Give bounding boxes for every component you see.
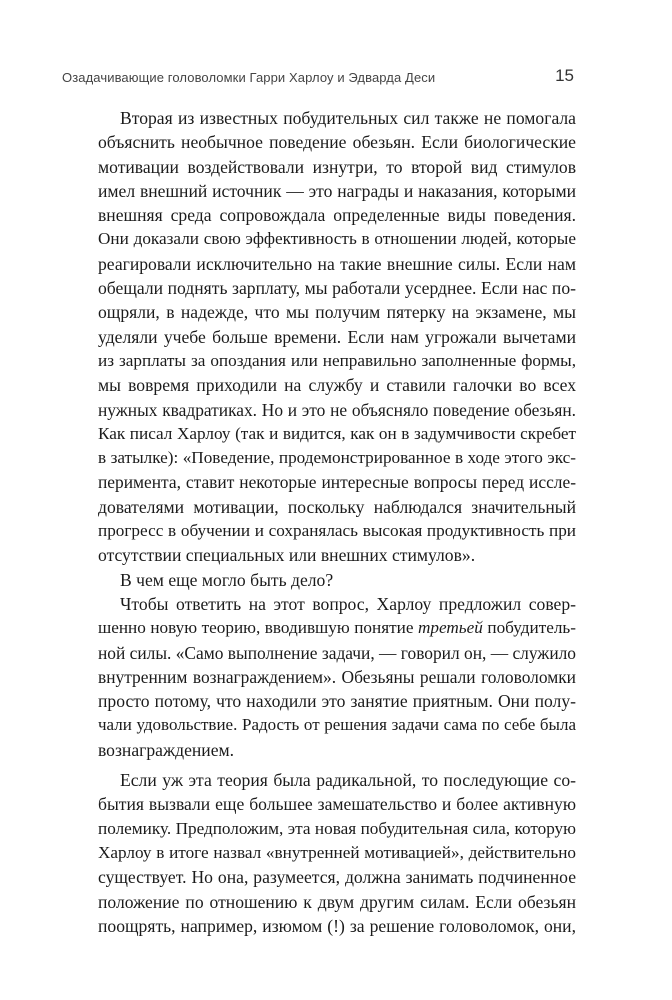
- text-line: полемику. Предположим, эта новая побудительная сила, которую: [98, 818, 576, 838]
- text-line: мотивации воздействовали изнутри, то второй вид стимулов: [98, 156, 576, 177]
- text-run: побудитель-: [482, 618, 576, 638]
- text-line: реагировали исключительно на такие внешние силы. Если нам: [98, 253, 576, 274]
- paragraph-3: [98, 592, 576, 762]
- text-line: положение по отношению к двум другим силам. Если обезьян: [98, 891, 576, 912]
- paragraph-4: [98, 768, 576, 938]
- paragraph-2: [98, 568, 576, 592]
- text-line: Чтобы ответить на этот вопрос, Харлоу предложил совер-: [120, 593, 576, 614]
- text-line: ощряли, в надежде, что мы получим пятерку на экзамене, мы: [98, 302, 576, 323]
- text-line: в затылке): «Поведение, продемонстрированное в ходе этого экс-: [98, 448, 576, 468]
- body-text: [98, 106, 576, 938]
- paragraph-1: [98, 106, 576, 568]
- text-line: Вторая из известных побудительных сил также не помогала: [120, 108, 576, 128]
- text-line: внутренним вознаграждением». Обезьяны решали головоломки: [98, 666, 576, 687]
- text-line: из зарплаты за опоздания или неправильно заполненные формы,: [98, 350, 576, 370]
- text-line: обещали поднять зарплату, мы работали усерднее. Если нас по-: [98, 278, 576, 299]
- text-line: дователями мотивации, поскольку наблюдался значительный: [98, 496, 576, 517]
- text-line: Как писал Харлоу (так и видится, как он в задумчивости скребет: [98, 423, 576, 443]
- text-line: Они доказали свою эффективность в отношении людей, которые: [98, 229, 576, 249]
- text-line: бытия вызвали еще большее замешательство и более активную: [98, 794, 576, 815]
- text-line: прогресс в обучении и сохранялась высокая продуктивность при: [98, 521, 576, 541]
- text-line: Харлоу в итоге назвал «внутренней мотивацией», действительно: [98, 842, 576, 862]
- text-line: существует. Но она, разумеется, должна занимать подчиненное: [98, 867, 576, 888]
- text-line: ной силы. «Само выполнение задачи, — говорил он, — служило: [98, 642, 577, 663]
- text-line: просто потому, что находили это занятие приятным. Они полу-: [98, 691, 576, 712]
- running-title: Озадачивающие головоломки Гарри Харлоу и Эдварда Деси: [62, 70, 436, 85]
- text-line: вознаграждением.: [98, 739, 235, 760]
- text-line: мы вовремя приходили на службу и ставили галочки во всех: [98, 375, 576, 396]
- text-line: нужных квадратиках. Но и это не объясняло поведение обезьян.: [98, 399, 576, 420]
- text-line: чали удовольствие. Радость от решения задачи сама по себе была: [98, 715, 576, 735]
- text-line: уделяли учебе больше времени. Если нам угрожали вычетами: [98, 326, 576, 347]
- emphasis-word: третьей: [417, 618, 483, 638]
- text-line: отсутствии специальных или внешних стимулов».: [98, 545, 476, 566]
- text-line: имел внешний источник — это награды и наказания, которыми: [98, 180, 576, 201]
- text-line: внешняя среда сопровождала определенные виды поведения.: [98, 205, 576, 226]
- text-line: Если уж эта теория была радикальной, то последующие со-: [120, 770, 576, 791]
- text-line: В чем еще могло быть дело?: [120, 569, 334, 590]
- text-line: объяснить необычное поведение обезьян. Если биологические: [98, 132, 576, 153]
- text-line: поощрять, например, изюмом (!) за решение головоломок, они,: [98, 915, 576, 936]
- running-head: [62, 66, 574, 88]
- page-number: 15: [555, 66, 574, 85]
- text-line: перимента, ставит некоторые интересные вопросы перед иссле-: [98, 472, 576, 493]
- text-line-with-emphasis: [98, 616, 576, 640]
- text-run: шенно новую теорию, вводившую понятие: [98, 618, 418, 638]
